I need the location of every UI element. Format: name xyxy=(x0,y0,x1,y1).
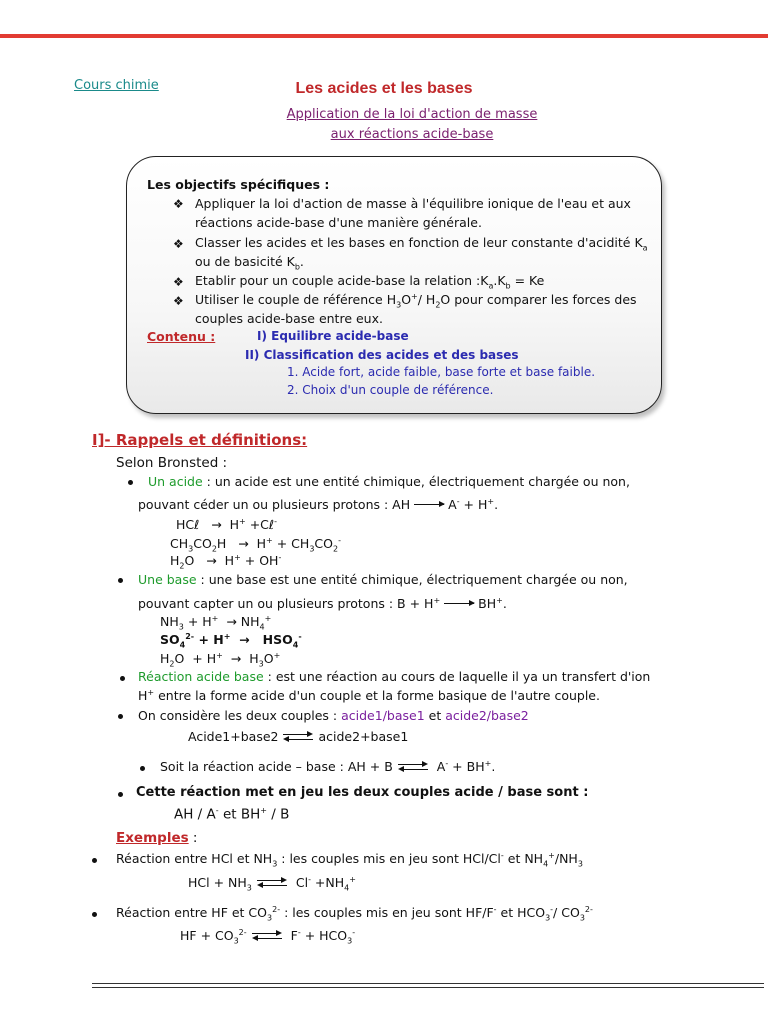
content-item-1: I) Equilibre acide-base xyxy=(257,329,409,343)
section-heading: I]- Rappels et définitions: xyxy=(92,431,308,449)
subtitle-line-2: aux réactions acide-base xyxy=(330,127,494,142)
objective-1-cont: réactions acide-base d'une manière générale. xyxy=(195,215,482,230)
eq-example-2: HF + $CO_3^{2-}$ $F^- + HCO_3^-$ xyxy=(180,928,356,946)
diamond-bullet-icon: ❖ xyxy=(173,294,184,308)
reaction-definition: Réaction acide base : est une réaction au cours de laquelle il ya un transfert d'ion xyxy=(138,669,651,684)
objective-2-cont: ou de basicité $K_b$. xyxy=(195,254,304,272)
example-1: Réaction entre HCl et $NH_3$ : les couples mis en jeu sont HCl/Cl- et $NH_4^+/NH_3$ xyxy=(116,851,583,869)
objective-1: Appliquer la loi d'action de masse à l'équilibre ionique de l'eau et aux xyxy=(195,196,631,211)
objectives-box xyxy=(126,156,662,414)
couples-conclusion: Cette réaction met en jeu les deux couples acide / base sont : xyxy=(136,785,589,800)
bullet-icon xyxy=(92,858,97,863)
objective-4-cont: couples acide-base entre eux. xyxy=(195,311,383,326)
reaction-example: Soit la réaction acide – base : AH + B A- + BH+. xyxy=(160,759,496,775)
header-rule xyxy=(0,34,768,38)
content-item-3: 1. Acide fort, acide faible, base forte et base faible. xyxy=(287,365,596,379)
example-2: Réaction entre HF et $CO_3^{2-}$ : les couples mis en jeu sont HF/F- et $HCO_3^-/$ $CO_3^{2-}$ xyxy=(116,905,593,923)
objective-4: Utiliser le couple de référence $H_3O^+/$ $H_2O$ pour comparer les forces des xyxy=(195,292,637,310)
eq-so4: $SO_4^{2-} + H^+ \to HSO_4^-$ xyxy=(160,632,302,650)
diamond-bullet-icon: ❖ xyxy=(173,275,184,289)
eq-nh3: $NH_3 + H^+ \to NH_4^+$ xyxy=(160,614,272,632)
objective-3: Etablir pour un couple acide-base la relation $:K_a.K_b = Ke$ xyxy=(195,273,545,291)
couples-statement: On considère les deux couples : acide1/base1 et acide2/base2 xyxy=(138,708,529,723)
bullet-icon xyxy=(128,480,133,485)
bullet-icon xyxy=(92,912,97,917)
examples-heading: Exemples : xyxy=(116,830,198,846)
eq-couples: Acide1+base2 acide2+base1 xyxy=(188,729,409,744)
eq-example-1: HCl + $NH_3$ $Cl^- +NH_4^+$ xyxy=(188,875,356,893)
subtitle-line-1: Application de la loi d'action de masse xyxy=(286,107,538,122)
eq-h2o: $H_2O \to H^+ + OH^-$ xyxy=(170,553,282,571)
eq-hcl: HCℓ → H+ +Cℓ- xyxy=(176,517,277,533)
bullet-icon xyxy=(118,792,123,797)
bullet-icon xyxy=(140,766,145,771)
diamond-bullet-icon: ❖ xyxy=(173,197,184,211)
acid-definition: Un acide : un acide est une entité chimique, électriquement chargée ou non, xyxy=(148,474,630,489)
footer-rule xyxy=(92,983,764,984)
couples-list: AH / A- et BH+ / B xyxy=(174,806,290,823)
bullet-icon xyxy=(118,578,123,583)
acid-definition-cont: pouvant céder un ou plusieurs protons : AH A- + H+. xyxy=(138,497,499,513)
bullet-icon xyxy=(118,714,123,719)
objective-2: Classer les acides et les bases en fonction de leur constante d'acidité $K_a$ xyxy=(195,235,648,253)
diamond-bullet-icon: ❖ xyxy=(173,237,184,251)
content-label: Contenu : xyxy=(147,329,216,344)
content-section xyxy=(147,329,215,344)
page-title: Les acides et les bases xyxy=(295,80,473,97)
base-definition: Une base : une base est une entité chimique, électriquement chargée ou non, xyxy=(138,572,628,587)
bullet-icon xyxy=(120,676,125,681)
base-definition-cont: pouvant capter un ou plusieurs protons : B + H+ BH+. xyxy=(138,596,507,612)
content-item-2: II) Classification des acides et des bases xyxy=(245,348,519,362)
reaction-definition-cont: H+ entre la forme acide d'un couple et la forme basique de l'autre couple. xyxy=(138,688,600,704)
eq-h2o-base: $H_2O + H^+ \to H_3O^+$ xyxy=(160,651,281,669)
footer-rule xyxy=(92,987,764,988)
course-label: Cours chimie xyxy=(74,78,159,93)
bronsted-label: Selon Bronsted : xyxy=(116,455,228,471)
objectives-heading: Les objectifs spécifiques : xyxy=(147,177,330,192)
content-item-4: 2. Choix d'un couple de référence. xyxy=(287,383,494,397)
eq-ch3co2h: $CH_3CO_2H \to H^+ + CH_3CO_2^-$ xyxy=(170,536,341,554)
